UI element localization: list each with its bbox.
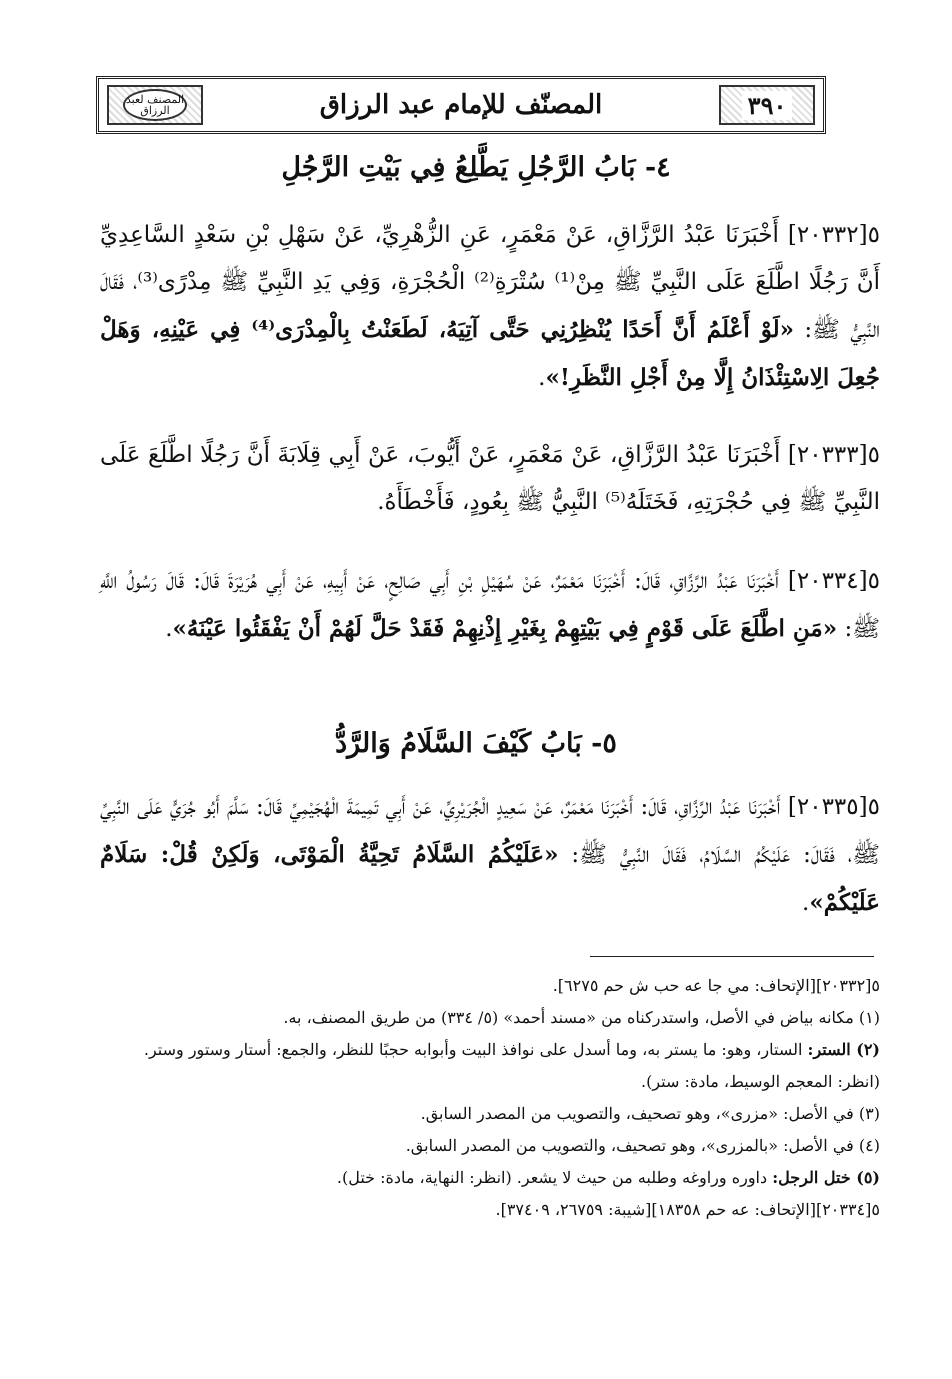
hadith-20333	[100, 432, 880, 526]
footnote-3: (٣) في الأصل: «مزرى»، وهو تصحيف، والتصويب من المصدر السابق.	[420, 1104, 880, 1123]
footnote-4: (٤) في الأصل: «بالمزرى»، وهو تصحيف، والتصويب من المصدر السابق.	[405, 1136, 880, 1155]
hadith-20332-end: .	[538, 365, 546, 391]
hadith-20332-matn: «لَوْ أَعْلَمُ أَنَّ أَحَدًا يُنْظِرُنِي حَتَّى آتِيَهُ، لَطَعَنْتُ بِالْمِدْرَى⁽⁴⁾ فِي عَيْنِهِ، وَهَلْ جُعِلَ الِاسْتِئْذَانُ إِلَّا مِنْ أَجْلِ النَّظَرِ!»	[100, 316, 880, 391]
footnote-2-label: (٢) الستر:	[807, 1040, 880, 1059]
page-header	[96, 76, 826, 134]
hadith-20335-isnad: ٥[٢٠٣٣٥] أَخْبَرَنَا عَبْدُ الرَّزَّاقِ، قَالَ: أَخْبَرَنَا مَعْمَرٌ، عَنْ سَعِيدٍ الْجُرَيْرِيِّ، عَنْ أَبِي تَمِيمَةَ الْهُجَيْمِيِّ قَالَ: سَلَّمَ أَبُو جُرَيٍّ عَلَى النَّبِيِّ ﷺ، فَقَالَ: عَلَيْكُمُ السَّلَامُ، فَقَالَ النَّبِيُّ ﷺ:	[100, 794, 880, 868]
book-title: المصنّف للإمام عبد الرزاق	[319, 90, 603, 120]
footnote-ithaf-20332: ٥[٢٠٣٣٢][الإتحاف: مي جا عه حب ش حم ٦٢٧٥].	[552, 976, 880, 995]
hadith-20333-text: ٥[٢٠٣٣٣] أَخْبَرَنَا عَبْدُ الرَّزَّاقِ، عَنْ مَعْمَرٍ، عَنْ أَيُّوبَ، عَنْ أَبِي قِلَابَةَ أَنَّ رَجُلًا اطَّلَعَ عَلَى النَّبِيِّ ﷺ فِي حُجْرَتِهِ، فَخَتَلَهُ⁽⁵⁾ النَّبِيُّ ﷺ بِعُودٍ، فَأَخْطَأَهُ.	[100, 442, 880, 515]
page-number: ٣٩٠	[742, 91, 793, 120]
footnote-5	[100, 1162, 880, 1194]
hadith-20334-isnad: ٥[٢٠٣٣٤] أَخْبَرَنَا عَبْدُ الرَّزَّاقِ، قَالَ: أَخْبَرَنَا مَعْمَرٌ، عَنْ سُهَيْلِ بْنِ أَبِي صَالِحٍ، عَنْ أَبِيهِ، عَنْ أَبِي هُرَيْرَةَ قَالَ: قَالَ رَسُولُ اللَّهِ ﷺ:	[100, 568, 880, 642]
hadith-20334-end: .	[165, 616, 173, 642]
hadith-20335	[100, 784, 880, 927]
emblem-oval: المصنف لعبد الرزاق	[123, 89, 187, 121]
hadith-20334-matn: «مَنِ اطَّلَعَ عَلَى قَوْمٍ فِي بَيْتِهِمْ بِغَيْرِ إِذْنِهِمْ فَقَدْ حَلَّ لَهُمْ أَنْ يَفْقَئُوا عَيْنَهُ»	[172, 615, 838, 642]
hadith-20334	[100, 558, 880, 653]
chapter-heading-5: ٥- بَابُ كَيْفَ السَّلَامُ وَالرَّدُّ	[335, 728, 617, 759]
footnote-5-text: داوره وراوغه وطلبه من حيث لا يشعر. (انظر: النهاية، مادة: ختل).	[336, 1168, 773, 1187]
hadith-20332-isnad: ٥[٢٠٣٣٢] أَخْبَرَنَا عَبْدُ الرَّزَّاقِ، عَنْ مَعْمَرٍ، عَنِ الزُّهْرِيِّ، عَنْ سَهْلِ بْنِ سَعْدٍ السَّاعِدِيِّ أَنَّ رَجُلًا اطَّلَعَ عَلَى النَّبِيِّ ﷺ مِنْ⁽¹⁾ سُتْرَةِ⁽²⁾ الْحُجْرَةِ، وَفِي يَدِ النَّبِيِّ ﷺ مِدْرًى⁽³⁾، فَقَالَ النَّبِيُّ ﷺ:	[100, 222, 881, 343]
footnote-ithaf-20334: ٥[٢٠٣٣٤][الإتحاف: عه حم ١٨٣٥٨][شيبة: ٢٦٧٥٩، ٣٧٤٠٩].	[495, 1200, 880, 1219]
footnotes	[100, 970, 880, 1226]
footnote-5-label: (٥) ختل الرجل:	[772, 1168, 880, 1187]
book-emblem	[107, 85, 203, 125]
hadith-20332	[100, 212, 880, 402]
hadith-20335-matn: «عَلَيْكُمُ السَّلَامُ تَحِيَّةُ الْمَوْتَى، وَلَكِنْ قُلْ: سَلَامٌ عَلَيْكُمْ»	[100, 841, 880, 916]
footnote-1: (١) مكانه بياض في الأصل، واستدركناه من «مسند أحمد» (٥/ ٣٣٤) من طريق المصنف، به.	[283, 1008, 880, 1027]
footnote-2-text: الستار، وهو: ما يستر به، وما أسدل على نوافذ البيت وأبوابه حجبًا للنظر، والجمع: أستار وستور وستر. (انظر: المعجم الوسيط، مادة: ستر).	[143, 1040, 880, 1091]
hadith-20335-end: .	[802, 890, 810, 916]
footnote-separator	[590, 956, 874, 957]
chapter-heading-4: ٤- بَابُ الرَّجُلِ يَطَّلِعُ فِي بَيْتِ الرَّجُلِ	[281, 152, 671, 183]
footnote-2	[100, 1034, 880, 1098]
page-number-box	[719, 85, 815, 125]
